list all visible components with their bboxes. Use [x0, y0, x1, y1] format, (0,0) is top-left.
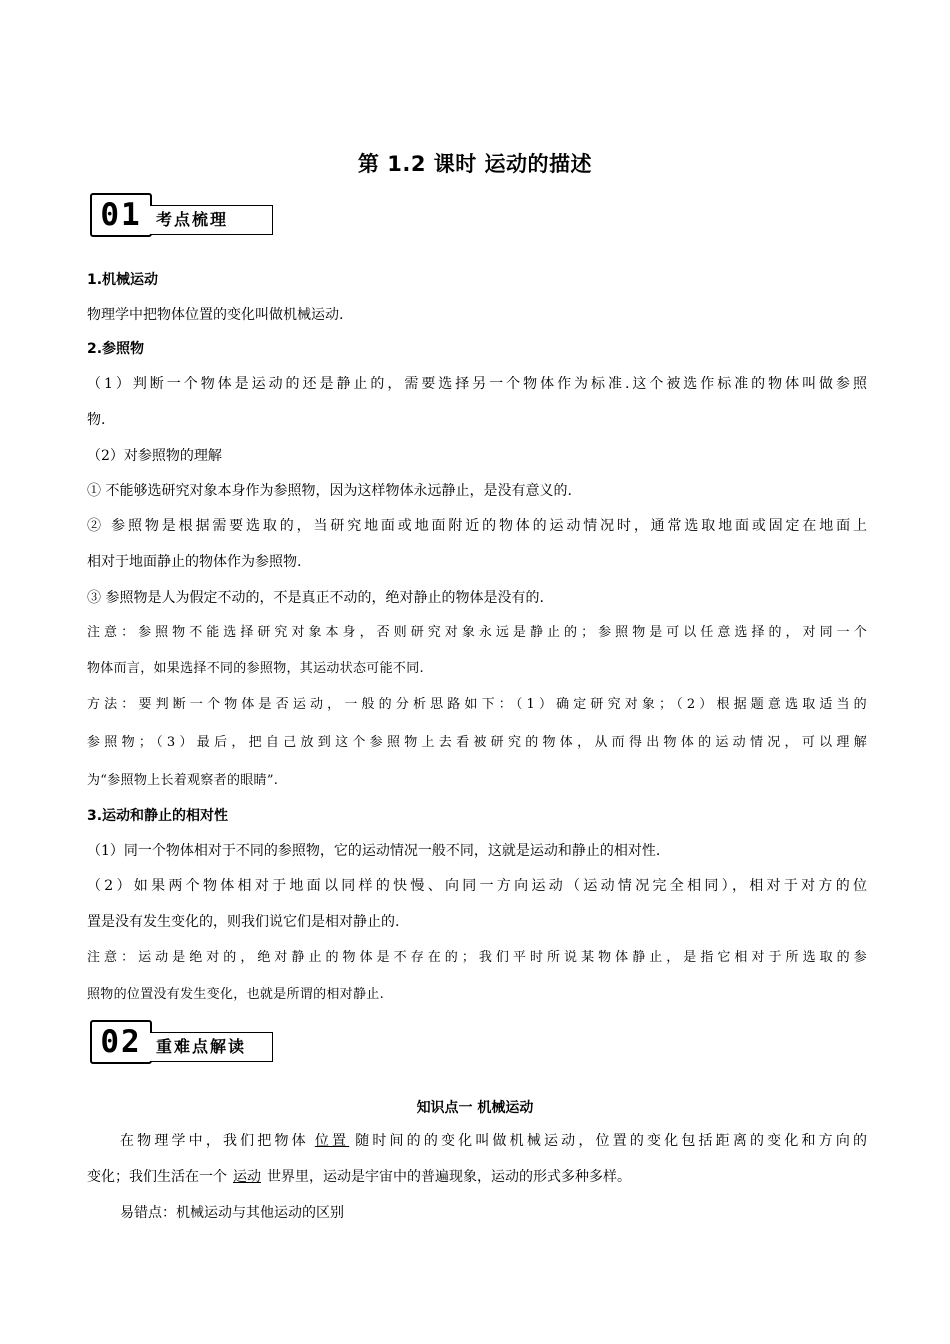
heading-reference-object: 2.参照物 — [87, 341, 145, 357]
paragraph: （1）判断一个物体是运动的还是静止的，需要选择另一个物体作为标准.这个被选作标准的物体叫做参照 — [87, 376, 867, 392]
paragraph: 置是没有发生变化的，则我们说它们是相对静止的. — [87, 914, 400, 930]
knowledge-point-title: 知识点一 机械运动 — [416, 1100, 534, 1116]
paragraph: 相对于地面静止的物体作为参照物. — [87, 554, 302, 570]
section-badge-01 — [90, 193, 272, 237]
note: 照物的位置没有发生变化，也就是所谓的相对静止. — [87, 987, 385, 1002]
section-label: 考点梳理 — [150, 205, 273, 235]
note: 注意：参照物不能选择研究对象本身，否则研究对象永远是静止的；参照物是可以任意选择的，对同一个 — [87, 625, 867, 640]
text: 世界里，运动是宇宙中的普遍现象，运动的形式多种多样。 — [267, 1169, 631, 1185]
method-note: 参照物；（3）最后，把自己放到这个参照物上去看被研究的物体，从而得出物体的运动情况，可以理解 — [87, 735, 867, 750]
paragraph: ① 不能够选研究对象本身作为参照物，因为这样物体永远静止，是没有意义的. — [87, 483, 572, 499]
page-title: 第 1.2 课时 运动的描述 — [357, 152, 593, 176]
paragraph — [120, 1131, 867, 1151]
section-number: 02 — [90, 1020, 152, 1064]
paragraph — [87, 1167, 867, 1187]
paragraph: （1）同一个物体相对于不同的参照物，它的运动情况一般不同，这就是运动和静止的相对性. — [87, 843, 661, 859]
paragraph: 物. — [87, 412, 106, 428]
method-note: 为“参照物上长着观察者的眼睛”. — [87, 773, 279, 788]
note: 注意：运动是绝对的，绝对静止的物体是不存在的；我们平时所说某物体静止，是指它相对于所选取的参 — [87, 950, 867, 965]
text: 随时间的的变化叫做机械运动，位置的变化包括距离的变化和方向的 — [355, 1133, 868, 1149]
text: 变化；我们生活在一个 — [87, 1169, 227, 1185]
method-note: 方法：要判断一个物体是否运动，一般的分析思路如下：（1）确定研究对象；（2）根据题意选取适当的 — [87, 697, 867, 712]
heading-relativity: 3.运动和静止的相对性 — [87, 808, 229, 824]
fill-blank: 位置 — [314, 1133, 350, 1149]
section-number: 01 — [90, 193, 152, 237]
paragraph: （2）如果两个物体相对于地面以同样的快慢、向同一方向运动（运动情况完全相同），相对于对方的位 — [87, 878, 867, 894]
paragraph: ② 参照物是根据需要选取的，当研究地面或地面附近的物体的运动情况时，通常选取地面或固定在地面上 — [87, 518, 867, 534]
heading-mechanical-motion: 1.机械运动 — [87, 272, 159, 288]
paragraph: ③ 参照物是人为假定不动的，不是真正不动的，绝对静止的物体是没有的. — [87, 590, 544, 606]
text: 在物理学中，我们把物体 — [120, 1133, 309, 1149]
note: 物体而言，如果选择不同的参照物，其运动状态可能不同. — [87, 661, 424, 676]
section-label: 重难点解读 — [150, 1032, 273, 1062]
section-badge-02 — [90, 1020, 272, 1064]
paragraph: 易错点：机械运动与其他运动的区别 — [120, 1205, 344, 1221]
paragraph: 物理学中把物体位置的变化叫做机械运动. — [87, 307, 344, 323]
fill-blank: 运动 — [233, 1169, 261, 1185]
paragraph: （2）对参照物的理解 — [87, 448, 222, 464]
